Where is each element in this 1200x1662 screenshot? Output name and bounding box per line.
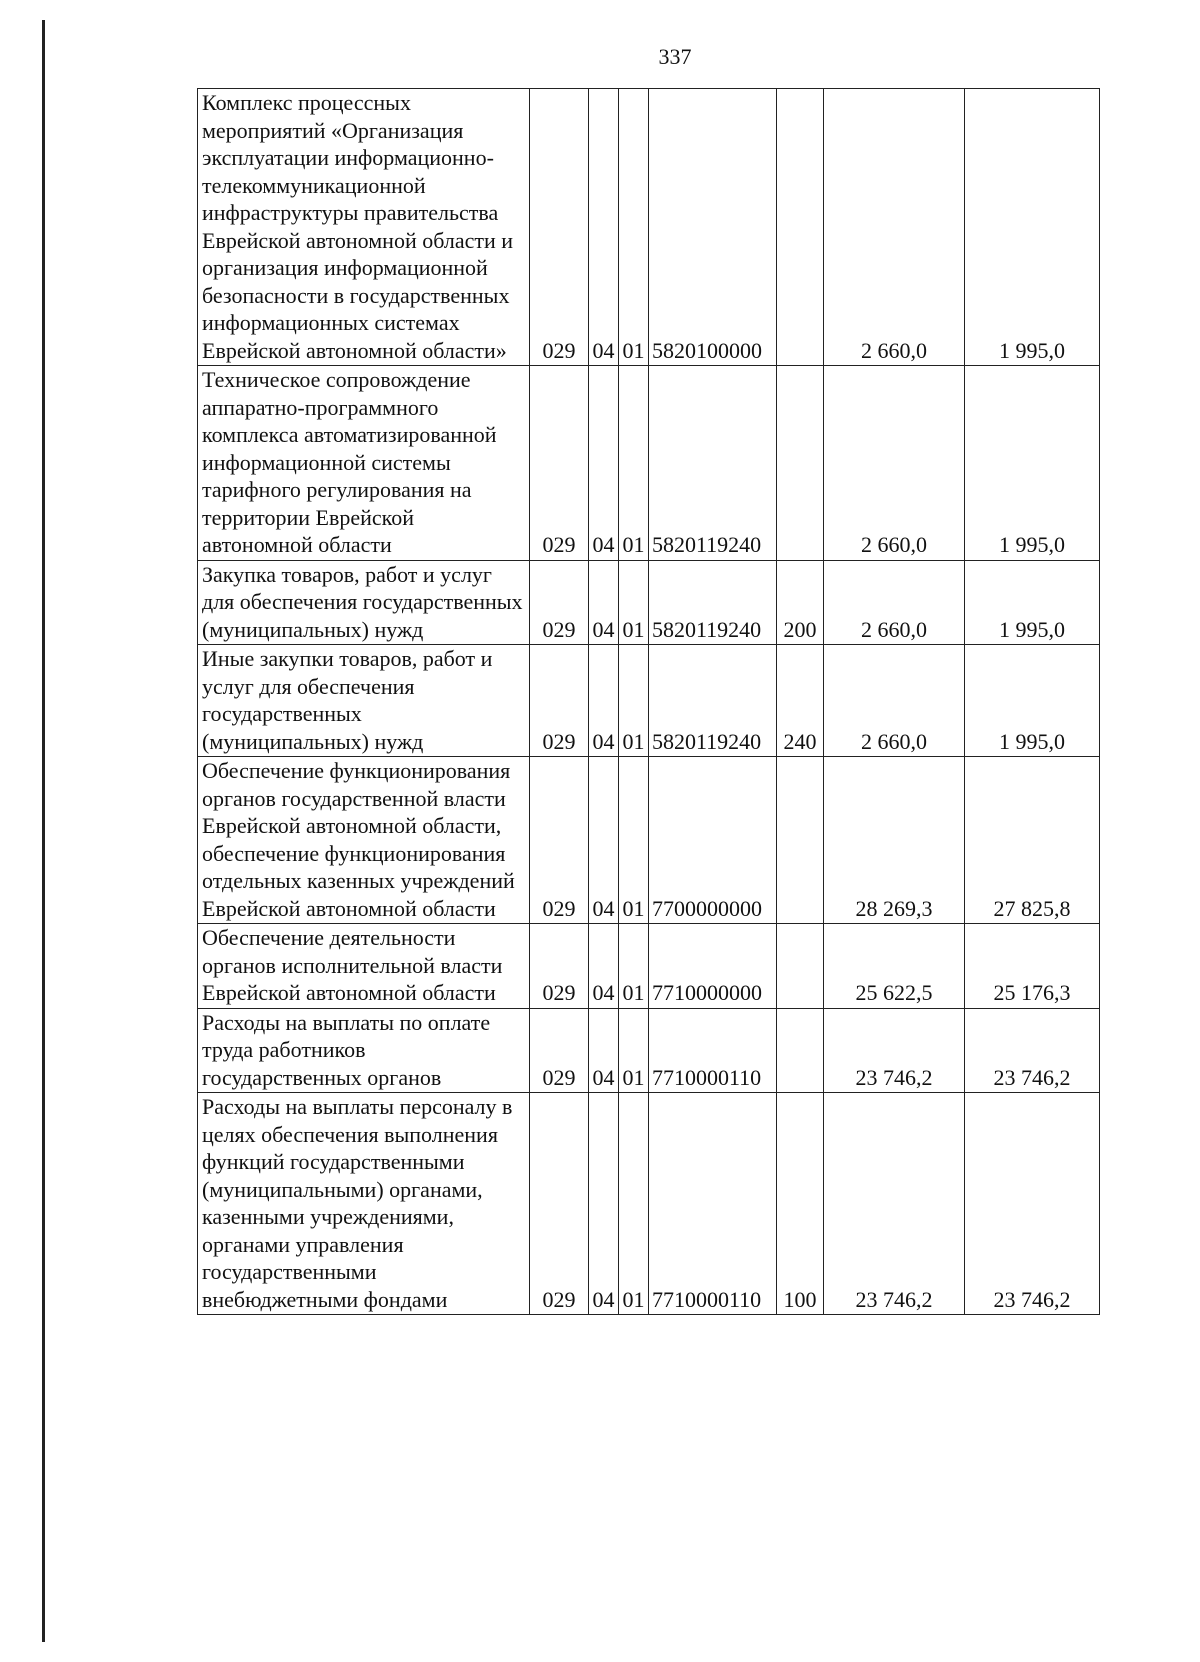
amount-2-cell: 1 995,0 bbox=[965, 89, 1100, 366]
target-code-cell: 5820119240 bbox=[649, 645, 777, 757]
subsection-code-cell: 01 bbox=[619, 924, 649, 1009]
section-code-cell: 04 bbox=[589, 924, 619, 1009]
amount-1-cell: 28 269,3 bbox=[824, 757, 965, 924]
expense-type-cell: 240 bbox=[777, 645, 824, 757]
subsection-code-cell: 01 bbox=[619, 645, 649, 757]
expense-type-cell bbox=[777, 1008, 824, 1093]
subsection-code-cell: 01 bbox=[619, 89, 649, 366]
expense-type-cell bbox=[777, 924, 824, 1009]
target-code-cell: 7710000110 bbox=[649, 1093, 777, 1315]
table-row bbox=[198, 89, 1100, 366]
binding-line bbox=[42, 20, 45, 1642]
subsection-code-cell: 01 bbox=[619, 1008, 649, 1093]
section-code-cell: 04 bbox=[589, 1093, 619, 1315]
expense-type-cell bbox=[777, 89, 824, 366]
ministry-code-cell: 029 bbox=[530, 1093, 589, 1315]
ministry-code-cell: 029 bbox=[530, 1008, 589, 1093]
table-row bbox=[198, 1093, 1100, 1315]
target-code-cell: 7710000110 bbox=[649, 1008, 777, 1093]
amount-2-cell: 23 746,2 bbox=[965, 1008, 1100, 1093]
section-code-cell: 04 bbox=[589, 1008, 619, 1093]
ministry-code-cell: 029 bbox=[530, 645, 589, 757]
budget-table bbox=[197, 88, 1100, 1315]
subsection-code-cell: 01 bbox=[619, 560, 649, 645]
expense-type-cell bbox=[777, 366, 824, 561]
amount-2-cell: 1 995,0 bbox=[965, 645, 1100, 757]
budget-table-body bbox=[198, 89, 1100, 1315]
page-number: 337 bbox=[658, 44, 692, 69]
subsection-code-cell: 01 bbox=[619, 1093, 649, 1315]
expense-type-cell bbox=[777, 757, 824, 924]
table-row bbox=[198, 366, 1100, 561]
row-name-cell: Обеспечение деятельности органов исполнительной власти Еврейской автономной области bbox=[198, 924, 530, 1009]
table-row bbox=[198, 645, 1100, 757]
table-row bbox=[198, 757, 1100, 924]
target-code-cell: 5820119240 bbox=[649, 560, 777, 645]
amount-2-cell: 27 825,8 bbox=[965, 757, 1100, 924]
section-code-cell: 04 bbox=[589, 645, 619, 757]
expense-type-cell: 100 bbox=[777, 1093, 824, 1315]
ministry-code-cell: 029 bbox=[530, 560, 589, 645]
amount-2-cell: 23 746,2 bbox=[965, 1093, 1100, 1315]
amount-1-cell: 23 746,2 bbox=[824, 1093, 965, 1315]
amount-2-cell: 1 995,0 bbox=[965, 560, 1100, 645]
section-code-cell: 04 bbox=[589, 89, 619, 366]
target-code-cell: 7710000000 bbox=[649, 924, 777, 1009]
section-code-cell: 04 bbox=[589, 757, 619, 924]
target-code-cell: 7700000000 bbox=[649, 757, 777, 924]
amount-1-cell: 25 622,5 bbox=[824, 924, 965, 1009]
target-code-cell: 5820100000 bbox=[649, 89, 777, 366]
amount-1-cell: 2 660,0 bbox=[824, 645, 965, 757]
ministry-code-cell: 029 bbox=[530, 366, 589, 561]
row-name-cell: Комплекс процессных мероприятий «Организация эксплуатации информационно-телекоммуникационной инфраструктуры правительства Еврейской автономной области и организация информационной безопасности в государственных информационных системах Еврейской автономной области» bbox=[198, 89, 530, 366]
subsection-code-cell: 01 bbox=[619, 366, 649, 561]
amount-1-cell: 2 660,0 bbox=[824, 366, 965, 561]
expense-type-cell: 200 bbox=[777, 560, 824, 645]
row-name-cell: Обеспечение функционирования органов государственной власти Еврейской автономной области, обеспечение функционирования отдельных казенных учреждений Еврейской автономной области bbox=[198, 757, 530, 924]
amount-2-cell: 1 995,0 bbox=[965, 366, 1100, 561]
amount-1-cell: 2 660,0 bbox=[824, 89, 965, 366]
section-code-cell: 04 bbox=[589, 366, 619, 561]
table-row bbox=[198, 1008, 1100, 1093]
row-name-cell: Расходы на выплаты персоналу в целях обеспечения выполнения функций государственными (муниципальными) органами, казенными учреждениями, органами управления государственными внебюджетными фондами bbox=[198, 1093, 530, 1315]
ministry-code-cell: 029 bbox=[530, 89, 589, 366]
amount-1-cell: 2 660,0 bbox=[824, 560, 965, 645]
row-name-cell: Расходы на выплаты по оплате труда работников государственных органов bbox=[198, 1008, 530, 1093]
section-code-cell: 04 bbox=[589, 560, 619, 645]
table-row bbox=[198, 924, 1100, 1009]
target-code-cell: 5820119240 bbox=[649, 366, 777, 561]
row-name-cell: Закупка товаров, работ и услуг для обеспечения государственных (муниципальных) нужд bbox=[198, 560, 530, 645]
ministry-code-cell: 029 bbox=[530, 757, 589, 924]
row-name-cell: Иные закупки товаров, работ и услуг для обеспечения государственных (муниципальных) нужд bbox=[198, 645, 530, 757]
row-name-cell: Техническое сопровождение аппаратно-программного комплекса автоматизированной информационной системы тарифного регулирования на территории Еврейской автономной области bbox=[198, 366, 530, 561]
amount-1-cell: 23 746,2 bbox=[824, 1008, 965, 1093]
amount-2-cell: 25 176,3 bbox=[965, 924, 1100, 1009]
ministry-code-cell: 029 bbox=[530, 924, 589, 1009]
subsection-code-cell: 01 bbox=[619, 757, 649, 924]
table-row bbox=[198, 560, 1100, 645]
